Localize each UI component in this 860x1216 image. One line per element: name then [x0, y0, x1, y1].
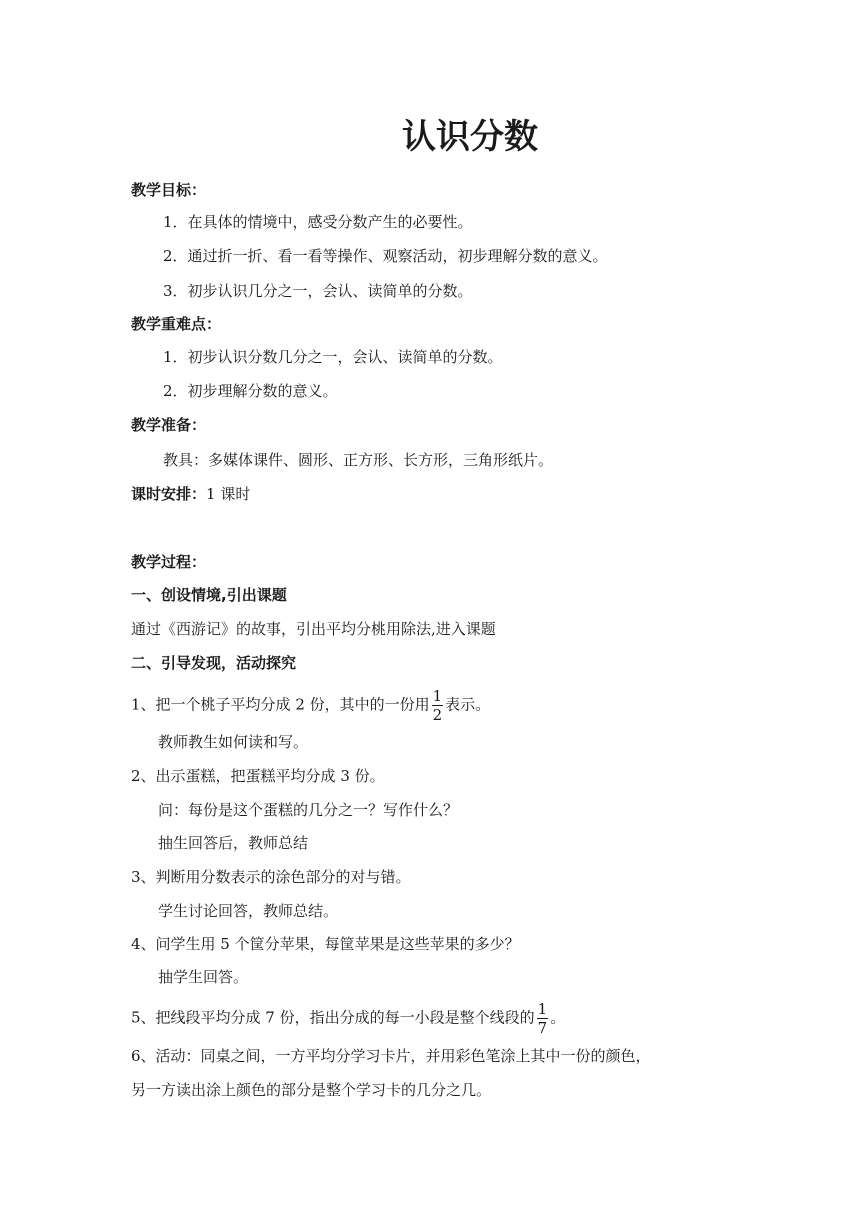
step3-sub: 学生讨论回答，教师总结。	[158, 902, 339, 920]
step5-text: 5、把线段平均分成 7 份，指出分成的每一小段是整个线段的	[131, 1008, 535, 1027]
step6-line-2: 另一方读出涂上颜色的部分是整个学习卡的几分之几。	[131, 1081, 492, 1099]
step2-text: 2、出示蛋糕，把蛋糕平均分成 3 份。	[131, 767, 385, 785]
objective-item-2: 2．通过折一折、看一看等操作、观察活动，初步理解分数的意义。	[163, 247, 608, 265]
preparation-heading: 教学准备：	[131, 416, 207, 434]
schedule-value: 1 课时	[206, 485, 251, 503]
preparation-text: 教具：多媒体课件、圆形、正方形、长方形，三角形纸片。	[163, 451, 554, 469]
section2-heading: 二、引导发现，活动探究	[131, 654, 297, 672]
step2-sub-2: 抽生回答后，教师总结	[158, 834, 309, 852]
fraction-one-seventh	[537, 1000, 549, 1037]
section1-text: 通过《西游记》的故事，引出平均分桃用除法,进入课题	[131, 620, 496, 638]
step6-line-1: 6、活动：同桌之间，一方平均分学习卡片，并用彩色笔涂上其中一份的颜色，	[131, 1047, 651, 1065]
step1-sub: 教师教生如何读和写。	[158, 733, 309, 751]
objective-item-3: 3．初步认识几分之一，会认、读简单的分数。	[163, 282, 473, 300]
page-title: 认识分数	[402, 117, 538, 157]
step1-suffix: 表示。	[445, 695, 491, 714]
objectives-heading: 教学目标：	[131, 181, 207, 199]
step3-text: 3、判断用分数表示的涂色部分的对与错。	[131, 868, 411, 886]
step5-line	[131, 1000, 565, 1037]
step4-text: 4、问学生用 5 个筐分苹果，每筐苹果是这些苹果的多少？	[131, 935, 520, 953]
fraction-numerator: 1	[537, 1000, 548, 1018]
fraction-numerator: 1	[432, 687, 443, 705]
step1-text: 1、把一个桃子平均分成 2 份，其中的一份用	[131, 695, 430, 714]
process-heading: 教学过程：	[131, 553, 207, 571]
key-point-item-1: 1．初步认识分数几分之一，会认、读简单的分数。	[163, 348, 503, 366]
key-points-heading: 教学重难点：	[131, 315, 222, 333]
section1-heading: 一、创设情境,引出课题	[131, 586, 287, 604]
step1-line	[131, 687, 490, 724]
step2-sub-1: 问：每份是这个蛋糕的几分之一？写作什么？	[158, 801, 459, 819]
objective-item-1: 1．在具体的情境中，感受分数产生的必要性。	[163, 213, 473, 231]
fraction-denominator: 7	[537, 1019, 548, 1037]
step5-suffix: 。	[550, 1008, 566, 1027]
fraction-one-half	[432, 687, 444, 724]
step4-sub: 抽学生回答。	[158, 968, 249, 986]
schedule-line	[131, 483, 250, 505]
key-point-item-2: 2．初步理解分数的意义。	[163, 382, 338, 400]
fraction-denominator: 2	[432, 706, 443, 724]
schedule-heading: 课时安排：	[131, 485, 207, 503]
